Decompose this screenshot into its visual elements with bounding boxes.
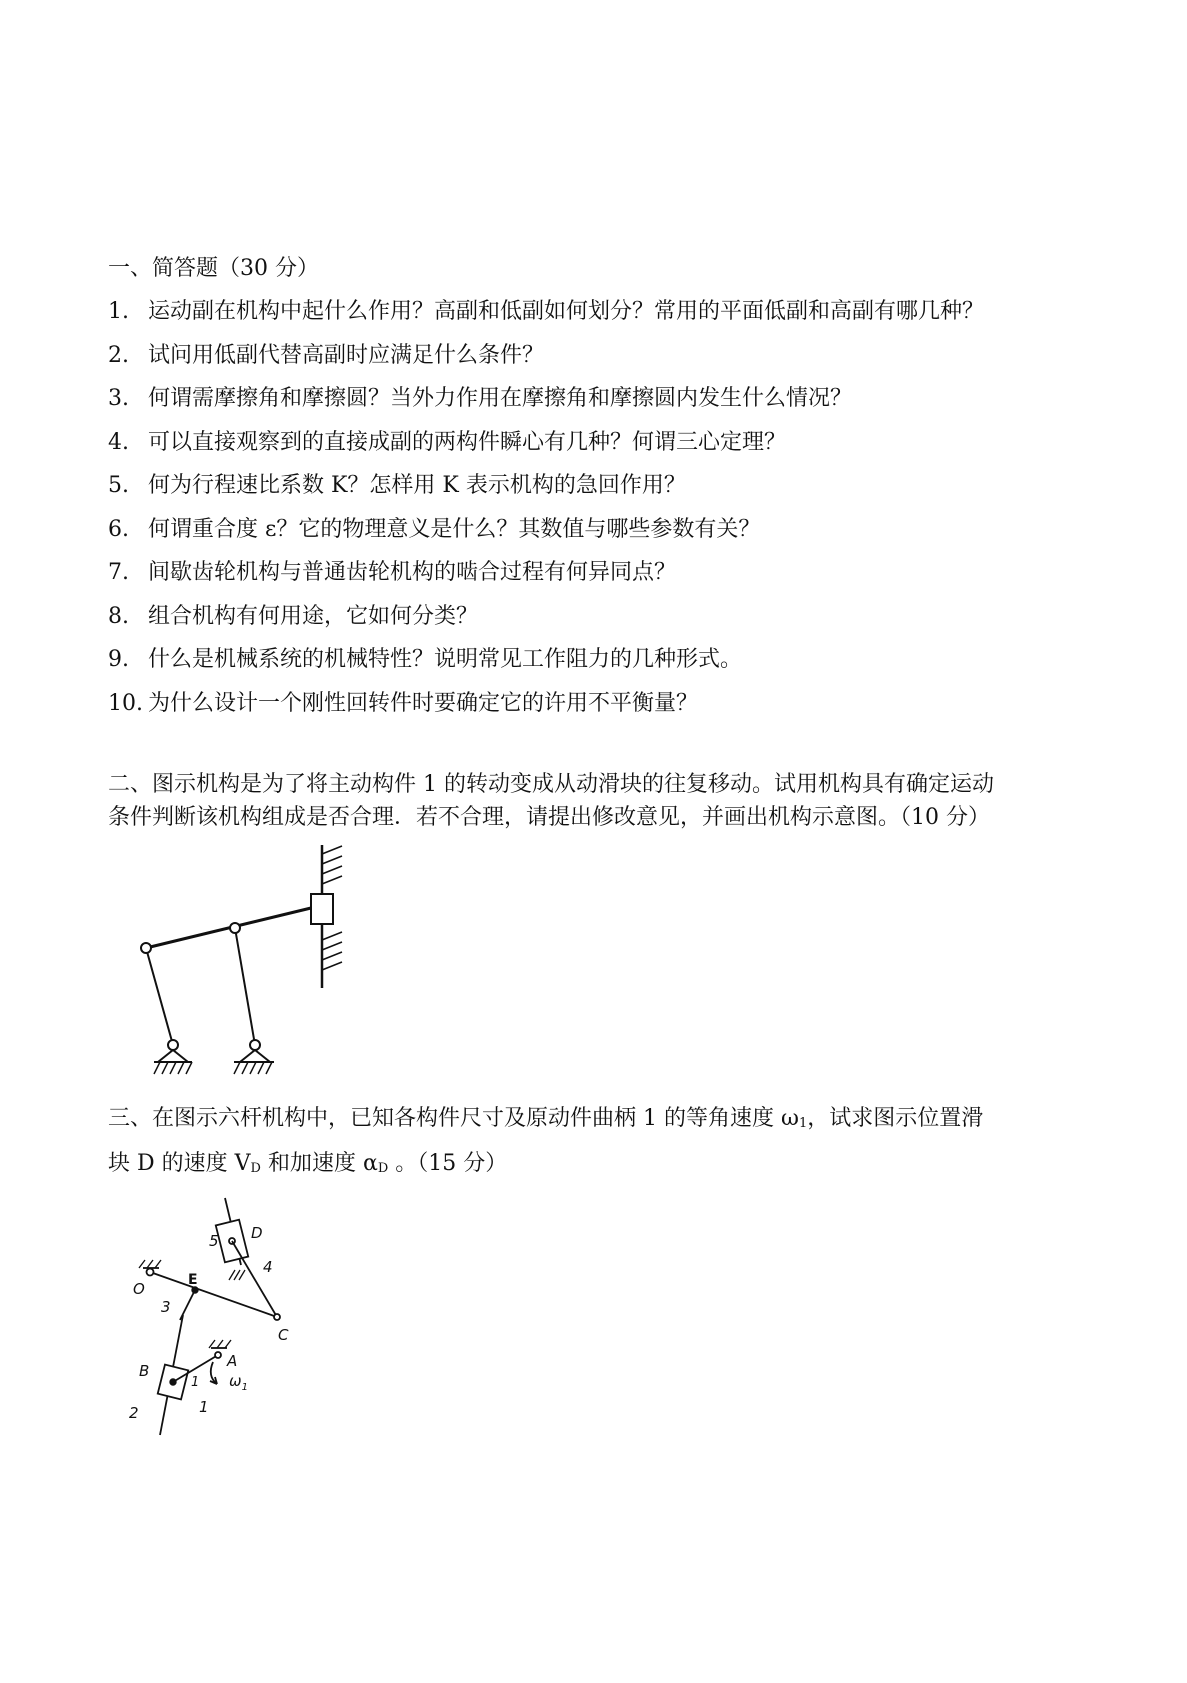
section3-line1 <box>108 1104 983 1139</box>
label-1: 1 <box>191 1375 200 1390</box>
joint <box>141 943 151 953</box>
question-number: 7. <box>108 560 129 585</box>
label-4: 4 <box>263 1258 273 1276</box>
ground-hatch-lower <box>322 932 342 970</box>
question-number: 5. <box>108 473 129 498</box>
question-5 <box>108 471 686 501</box>
question-text: 组合机构有何用途，它如何分类？ <box>148 604 479 629</box>
question-6 <box>108 515 760 545</box>
acceleration-symbol: α <box>362 1151 378 1176</box>
question-text: 何谓重合度 ε？它的物理意义是什么？其数值与哪些参数有关？ <box>148 517 761 542</box>
coupler-bar <box>146 908 311 948</box>
link-4 <box>232 1241 277 1317</box>
joint-o <box>147 1269 154 1276</box>
question-text: 运动副在机构中起什么作用？高副和低副如何划分？常用的平面低副和高副有哪几种？ <box>148 299 985 324</box>
question-7 <box>108 558 676 588</box>
label-a: A <box>227 1352 238 1370</box>
question-8 <box>108 602 478 632</box>
question-text: 为什么设计一个刚性回转件时要确定它的许用不平衡量？ <box>148 691 699 716</box>
question-number: 2. <box>108 343 129 368</box>
joint <box>250 1040 260 1050</box>
joint-c <box>274 1314 280 1320</box>
joint <box>168 1040 178 1050</box>
section3-line2 <box>108 1149 507 1184</box>
slider-block <box>311 894 333 924</box>
label-3: 3 <box>161 1298 171 1316</box>
question-text: 可以直接观察到的直接成副的两构件瞬心有几种？何谓三心定理？ <box>148 430 787 455</box>
label-omega <box>229 1372 248 1393</box>
label-e: E <box>188 1272 198 1288</box>
question-2 <box>108 341 544 371</box>
question-number: 3. <box>108 386 129 411</box>
label-c: C <box>278 1326 289 1344</box>
figure-2-linkage-diagram <box>130 840 370 1085</box>
joint <box>230 923 240 933</box>
question-text: 间歇齿轮机构与普通齿轮机构的啮合过程有何异同点？ <box>148 560 677 585</box>
question-number: 10. <box>108 691 143 716</box>
section3-text: 和加速度 <box>260 1151 363 1176</box>
question-3 <box>108 384 852 414</box>
ground-support-left <box>154 1050 192 1062</box>
question-1 <box>108 297 984 327</box>
question-text: 试问用低副代替高副时应满足什么条件？ <box>148 343 545 368</box>
ground-hatch-right <box>234 1062 272 1074</box>
label-1b: 1 <box>199 1398 209 1416</box>
ground-hatch-d <box>229 1270 245 1280</box>
question-text: 什么是机械系统的机械特性？说明常见工作阻力的几种形式。 <box>148 647 743 672</box>
label-omega-symbol: ω <box>229 1372 242 1390</box>
velocity-symbol: V <box>234 1151 251 1176</box>
figure-3-six-bar-diagram <box>125 1190 325 1450</box>
question-number: 9. <box>108 647 129 672</box>
link-right <box>235 928 255 1045</box>
velocity-subscript: D <box>250 1161 261 1176</box>
question-number: 1. <box>108 299 129 324</box>
ground-hatch-left <box>154 1062 192 1074</box>
section2-line1: 二、图示机构是为了将主动构件 1 的转动变成从动滑块的往复移动。试用机构具有确定运动 <box>108 772 994 797</box>
label-omega-subscript: 1 <box>241 1382 248 1393</box>
omega-subscript: 1 <box>798 1116 808 1131</box>
question-4 <box>108 428 786 458</box>
question-number: 4. <box>108 430 129 455</box>
question-10 <box>108 689 698 719</box>
label-5: 5 <box>209 1232 219 1250</box>
link-left <box>146 948 173 1045</box>
joint-e <box>192 1287 198 1293</box>
ground-hatch-a <box>209 1340 231 1348</box>
question-text: 何为行程速比系数 K？怎样用 K 表示机构的急回作用？ <box>148 473 686 498</box>
ground-hatch-o <box>139 1260 161 1268</box>
section3-text: 三、在图示六杆机构中，已知各构件尺寸及原动件曲柄 1 的等角速度 <box>108 1106 781 1131</box>
section1-heading: 一、简答题（30 分） <box>108 256 319 281</box>
label-2: 2 <box>129 1404 139 1422</box>
joint-a <box>215 1352 221 1358</box>
ground-hatch-upper <box>322 846 342 884</box>
question-number: 6. <box>108 517 129 542</box>
question-number: 8. <box>108 604 129 629</box>
section3-text: ，试求图示位置滑 <box>807 1106 984 1131</box>
ground-support-right <box>234 1050 274 1062</box>
section3-text: 。（15 分） <box>388 1151 508 1176</box>
acceleration-subscript: D <box>377 1161 389 1176</box>
section2-line2: 条件判断该机构组成是否合理．若不合理，请提出修改意见，并画出机构示意图。（10 分） <box>108 805 990 830</box>
label-o: O <box>133 1280 145 1298</box>
section3-text: 块 D 的速度 <box>108 1151 235 1176</box>
question-9 <box>108 645 742 675</box>
label-d: D <box>251 1224 263 1242</box>
label-b: B <box>139 1362 150 1380</box>
question-text: 何谓需摩擦角和摩擦圆？当外力作用在摩擦角和摩擦圆内发生什么情况？ <box>148 386 853 411</box>
omega-symbol: ω <box>780 1106 799 1131</box>
